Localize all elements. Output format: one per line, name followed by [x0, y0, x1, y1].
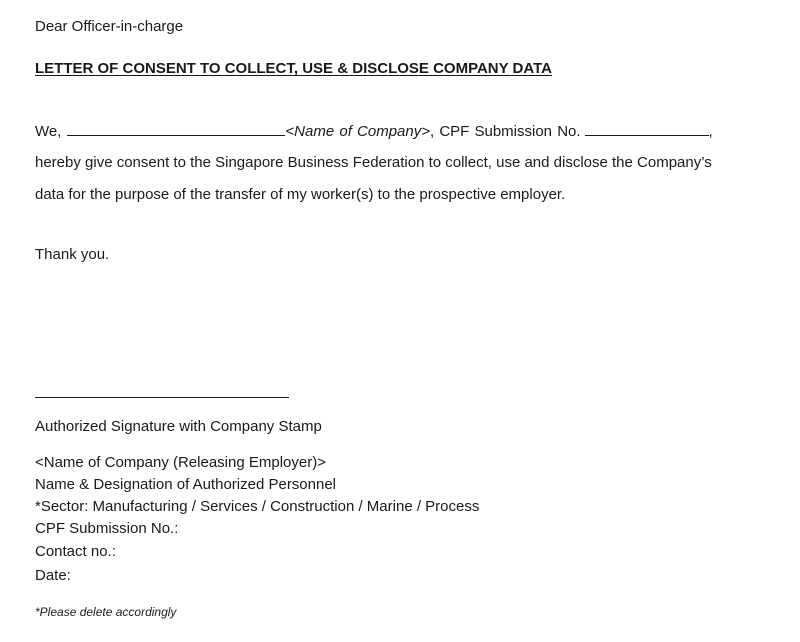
releasing-company-line: <Name of Company (Releasing Employer)>	[35, 454, 326, 471]
company-name-placeholder: <Name of Company>	[285, 123, 430, 140]
company-name-blank[interactable]	[67, 122, 285, 136]
we-prefix: We,	[35, 123, 62, 140]
contact-number-line: Contact no.:	[35, 543, 116, 560]
consent-paragraph-line-3: data for the purpose of the transfer of my worker(s) to the prospective employer.	[35, 186, 566, 203]
authorized-personnel-line: Name & Designation of Authorized Personnel	[35, 476, 337, 493]
signature-line[interactable]	[35, 397, 289, 398]
consent-paragraph-line-1	[35, 122, 713, 141]
sector-line: *Sector: Manufacturing / Services / Construction / Marine / Process	[35, 498, 480, 515]
cpf-number-blank[interactable]	[585, 122, 709, 136]
signature-caption: Authorized Signature with Company Stamp	[35, 418, 322, 435]
closing-text: Thank you.	[35, 246, 110, 263]
cpf-submission-line: CPF Submission No.:	[35, 520, 179, 537]
consent-paragraph-line-2: hereby give consent to the Singapore Business Federation to collect, use and disclose the Company’s	[35, 154, 712, 171]
date-line: Date:	[35, 567, 71, 584]
footnote: *Please delete accordingly	[35, 605, 177, 619]
cpf-label: , CPF Submission No.	[429, 123, 581, 140]
salutation: Dear Officer-in-charge	[35, 18, 184, 35]
letter-subject: LETTER OF CONSENT TO COLLECT, USE & DISCLOSE COMPANY DATA	[35, 60, 552, 77]
trailing-comma: ,	[708, 123, 713, 140]
